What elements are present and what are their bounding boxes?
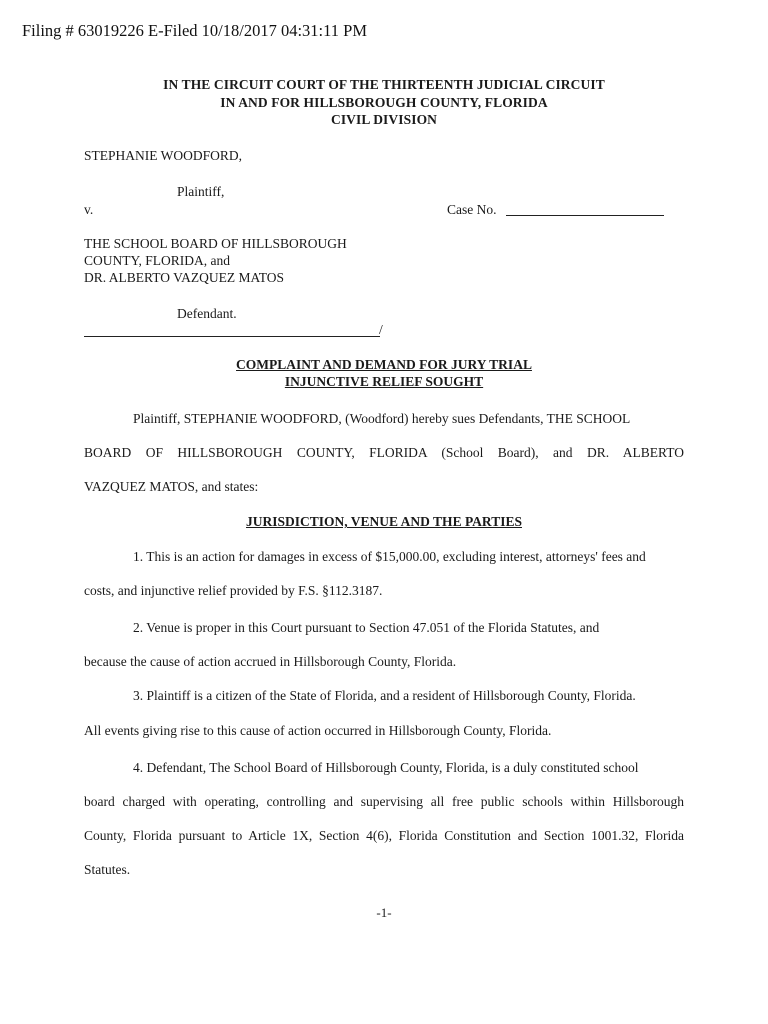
case-number-label: Case No. [447,202,497,217]
defendant-line-3: DR. ALBERTO VAZQUEZ MATOS [84,270,284,285]
court-name-line-2: IN AND FOR HILLSBOROUGH COUNTY, FLORIDA [220,95,548,110]
paragraph-1-line-2: costs, and injunctive relief provided by F.S. §112.3187. [84,583,383,598]
caption-underline [84,336,380,337]
paragraph-4-line-3: County, Florida pursuant to Article 1X, Section 4(6), Florida Constitution and Section 1001.32, Florida [84,828,684,843]
intro-line-2: BOARD OF HILLSBOROUGH COUNTY, FLORIDA (School Board), and DR. ALBERTO [84,445,684,460]
paragraph-4-line-1: 4. Defendant, The School Board of Hillsborough County, Florida, is a duly constituted school [133,760,639,775]
versus: v. [84,202,94,217]
section-heading: JURISDICTION, VENUE AND THE PARTIES [246,514,522,529]
court-division: CIVIL DIVISION [330,112,438,127]
court-name-line-1: IN THE CIRCUIT COURT OF THE THIRTEENTH JUDICIAL CIRCUIT [163,77,605,92]
intro-line-1: Plaintiff, STEPHANIE WOODFORD, (Woodford) hereby sues Defendants, THE SCHOOL [133,411,631,426]
case-number-blank [506,215,664,216]
paragraph-4-line-4: Statutes. [84,862,131,877]
defendant-role: Defendant. [177,306,237,321]
paragraph-2-line-2: because the cause of action accrued in Hillsborough County, Florida. [84,654,457,669]
paragraph-1-line-1: 1. This is an action for damages in excess of $15,000.00, excluding interest, attorneys' fees and [133,549,646,564]
filing-header: Filing # 63019226 E-Filed 10/18/2017 04:31:11 PM [22,21,367,40]
paragraph-2-line-1: 2. Venue is proper in this Court pursuant to Section 47.051 of the Florida Statutes, and [133,620,600,635]
paragraph-4-line-2: board charged with operating, controlling and supervising all free public schools within Hillsborough [84,794,684,809]
complaint-subtitle: INJUNCTIVE RELIEF SOUGHT [284,374,484,389]
complaint-title: COMPLAINT AND DEMAND FOR JURY TRIAL [236,357,532,372]
defendant-line-1: THE SCHOOL BOARD OF HILLSBOROUGH [84,236,347,251]
paragraph-3-line-2: All events giving rise to this cause of action occurred in Hillsborough County, Florida. [84,723,552,738]
defendant-line-2: COUNTY, FLORIDA, and [84,253,231,268]
page-number: -1- [376,905,392,920]
plaintiff-name: STEPHANIE WOODFORD, [84,148,243,163]
intro-line-3: VAZQUEZ MATOS, and states: [84,479,259,494]
caption-slash: / [379,322,383,337]
paragraph-3-line-1: 3. Plaintiff is a citizen of the State of Florida, and a resident of Hillsborough County, Florida. [133,688,636,703]
plaintiff-role: Plaintiff, [177,184,225,199]
